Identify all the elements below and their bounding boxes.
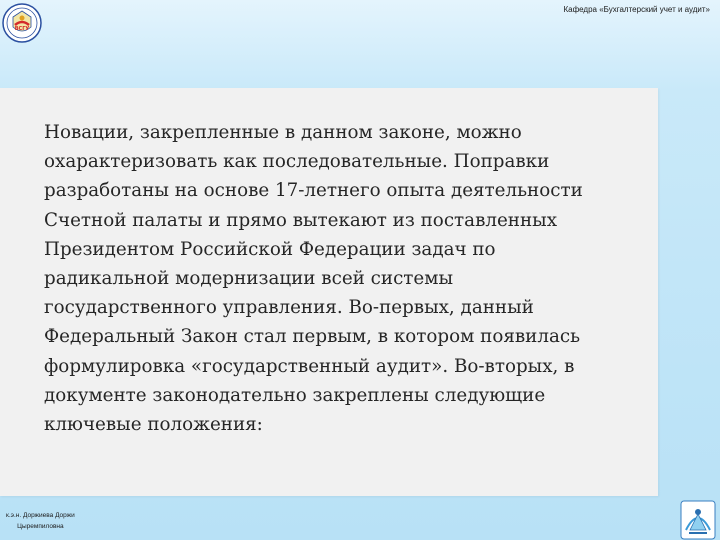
body-line: Федеральный Закон стал первым, в котором появилась [44,326,581,348]
author-name-line: к.э.н. Доржиева Доржи [6,512,75,519]
author-patronymic-line: Цыремпиловна [17,523,64,530]
svg-text:ВСГУ: ВСГУ [14,26,30,32]
department-header: Кафедра «Бухгалтерский учет и аудит» [563,5,710,14]
body-line: разработаны на основе 17-летнего опыта деятельности [44,180,583,202]
university-emblem-icon [2,3,42,43]
body-line: Президентом Российской Федерации задач по [44,238,496,260]
body-line: Новации, закрепленные в данном законе, можно [44,122,522,143]
author-footer [6,510,75,532]
body-line: охарактеризовать как последовательные. Поправки [44,151,550,173]
body-line: формулировка «государственный аудит». Во-вторых, в [44,355,575,377]
body-line: документе законодательно закреплены следующие [44,384,546,406]
body-line: радикальной модернизации всей системы [44,268,454,290]
body-paragraph [44,118,654,439]
department-logo-icon [680,500,716,540]
body-line: Счетной палаты и прямо вытекают из поставленных [44,209,558,231]
body-line: государственного управления. Во-первых, данный [44,297,534,319]
body-line: ключевые положения: [44,414,263,436]
